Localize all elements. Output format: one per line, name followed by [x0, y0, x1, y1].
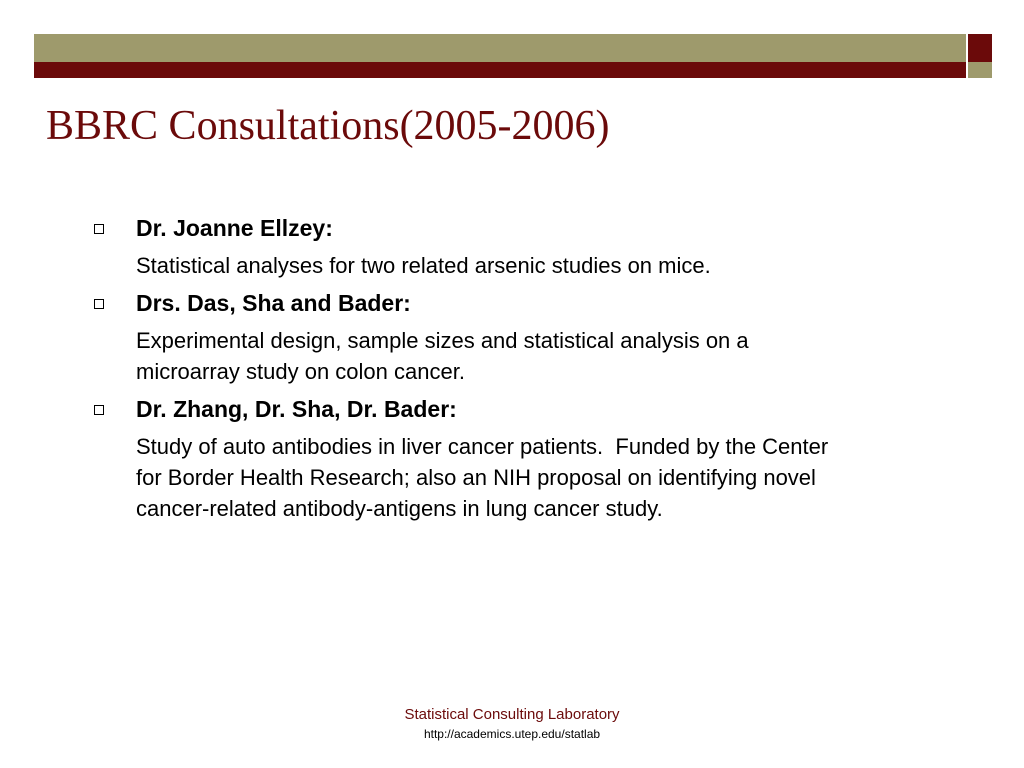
footer-lab-name: Statistical Consulting Laboratory — [404, 706, 620, 723]
header-band-maroon — [34, 62, 966, 78]
header-corner-square-maroon — [968, 34, 992, 62]
header-corner-square-olive — [968, 62, 992, 78]
item-description: Study of auto antibodies in liver cancer patients. Funded by the Center for Border Health Research; also an NIH proposal on identifying novel cancer-related antibody-antigens in lung cancer study. — [136, 434, 829, 521]
item-heading: Dr. Zhang, Dr. Sha, Dr. Bader: — [136, 396, 457, 422]
list-item — [92, 285, 972, 387]
header-band-olive — [34, 34, 966, 62]
list-item — [92, 210, 972, 281]
hollow-square-bullet-icon — [94, 224, 104, 234]
hollow-square-bullet-icon — [94, 299, 104, 309]
list-item — [92, 391, 972, 524]
footer-url: http://academics.utep.edu/statlab — [423, 727, 601, 741]
hollow-square-bullet-icon — [94, 405, 104, 415]
bullet-list — [92, 210, 972, 528]
item-heading: Dr. Joanne Ellzey: — [136, 215, 333, 241]
item-description: Experimental design, sample sizes and statistical analysis on a microarray study on colon cancer. — [136, 328, 749, 384]
slide-title: BBRC Consultations(2005-2006) — [46, 103, 610, 149]
item-description: Statistical analyses for two related arsenic studies on mice. — [136, 253, 711, 278]
item-heading: Drs. Das, Sha and Bader: — [136, 290, 411, 316]
